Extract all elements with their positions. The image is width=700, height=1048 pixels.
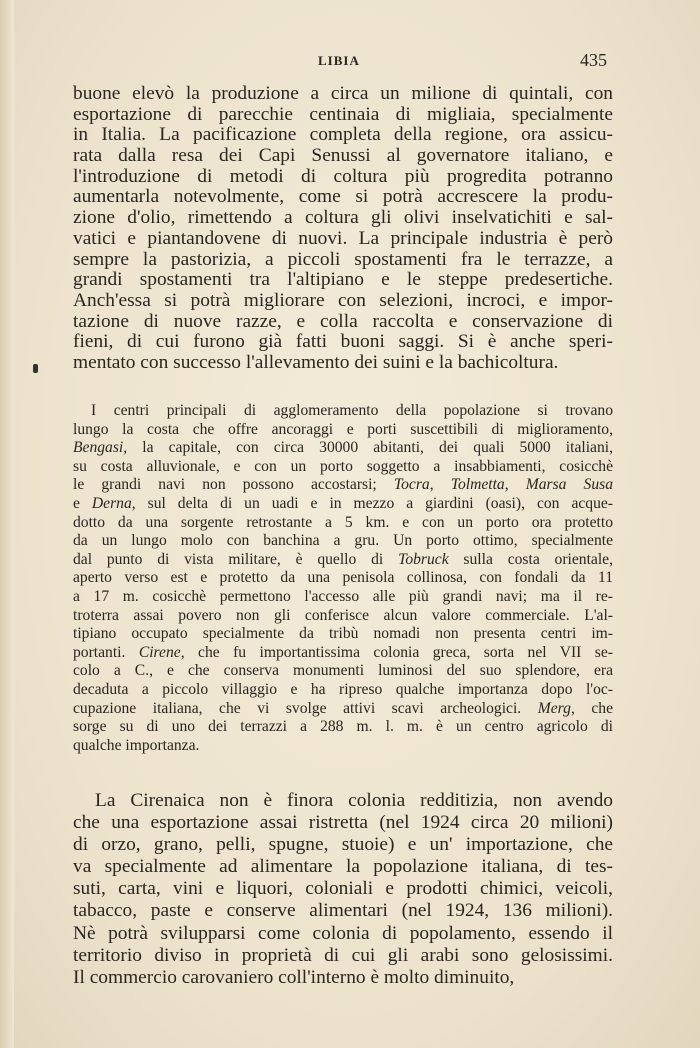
text-line (73, 945, 613, 967)
text-run: la capitale, con circa 30000 abitanti, dei quali 5000 italiani, (127, 439, 613, 457)
text-line (73, 834, 613, 856)
text-line (73, 790, 613, 812)
text-run: , sul delta di un uadi e in mezzo a giardini (oasi), con acque- (131, 494, 613, 512)
text-run: sorge su di uno dei terrazzi a 288 m. l. m. è un centro agricolo di (73, 718, 613, 736)
text-run: Anch'essa si potrà migliorare con selezioni, incroci, e impor- (73, 289, 613, 311)
text-run: suti, carta, vini e liquori, coloniali e prodotti chimici, veicoli, (73, 878, 613, 900)
text-line (73, 551, 613, 570)
text-line (73, 167, 613, 188)
text-run: aumentarla notevolmente, come si potrà accrescere la produ- (73, 186, 613, 208)
text-run: dal punto di vista militare, è quello di (73, 550, 399, 568)
text-line (73, 402, 613, 421)
text-run: colo a C., e che conserva monumenti luminosi del suo splendore, era (73, 662, 613, 680)
text-run: in Italia. La pacificazione completa della regione, ora assicu- (73, 124, 613, 146)
text-line (73, 458, 613, 477)
italic-place-name: Tobruck (398, 550, 449, 568)
text-run: portanti. (73, 643, 139, 661)
text-run: buone elevò la produzione a circa un milione di quintali, con (73, 83, 613, 104)
text-run: e (73, 494, 92, 512)
running-title: LIBIA (318, 53, 360, 68)
text-line (73, 250, 613, 271)
text-line (73, 878, 613, 900)
text-run: esportazione di parecchie centinaia di migliaia, specialmente (73, 103, 613, 125)
paragraph-pastorizia (73, 84, 613, 374)
text-run: tazione di nuove razze, e colla raccolta e conservazione di (73, 310, 613, 332)
text-line (73, 476, 613, 495)
text-line (73, 532, 613, 551)
text-run: sempre la pastorizia, a piccoli spostamenti fra le terrazze, a (73, 248, 613, 270)
text-line (73, 569, 613, 588)
text-run: troterra assai povero non gli conferisce alcun valore commerciale. L'al- (73, 606, 613, 624)
text-run: le grandi navi non possono accostarsi; (73, 476, 394, 494)
text-run: tabacco, paste e conserve alimentari (nel 1924, 136 milioni). (73, 900, 613, 922)
text-run: I centri principali di agglomeramento della popolazione si trovano (91, 402, 613, 419)
text-line (73, 588, 613, 607)
text-line (73, 208, 613, 229)
text-line (73, 439, 613, 458)
text-run: a 17 m. cosicchè permettono l'accesso alle più grandi navi; ma il re- (73, 587, 613, 605)
text-line (73, 644, 613, 663)
text-line (73, 229, 613, 250)
paragraph-cirenaica-commercio (73, 790, 613, 989)
italic-place-name: Merg (537, 699, 571, 717)
text-line (73, 125, 613, 146)
text-run: Il commercio carovaniero coll'interno è molto diminuito, (73, 966, 515, 988)
text-run: grandi spostamenti tra l'altipiano e le steppe predesertiche. (73, 269, 613, 291)
text-line (73, 421, 613, 440)
text-run: che una esportazione assai ristretta (nel 1924 circa 20 milioni) (73, 812, 613, 834)
note-paragraph-centri (73, 402, 613, 755)
text-run: Nè potrà svilupparsi come colonia di popolamento, essendo il (73, 922, 613, 944)
text-line (73, 84, 613, 105)
text-line (73, 737, 613, 756)
text-run: sulla costa orientale, (448, 550, 613, 568)
page-number: 435 (580, 50, 607, 70)
text-line (73, 700, 613, 719)
text-line (73, 718, 613, 737)
text-line (73, 495, 613, 514)
text-run: , (504, 476, 526, 494)
text-run: tipiano occupato specialmente da tribù nomadi non presenta centri im- (73, 625, 613, 643)
italic-place-name: Derna (91, 494, 132, 512)
text-line (73, 514, 613, 533)
text-line (73, 332, 613, 353)
text-run: cupazione italiana, che vi svolge attivi scavi archeologici. (73, 699, 538, 717)
text-line (73, 105, 613, 126)
text-run: aperto verso est e protetto da una penisola collinosa, con fondali da 11 (73, 569, 613, 587)
italic-place-name: Cirene (138, 643, 181, 661)
text-line (73, 681, 613, 700)
text-run: mentato con successo l'allevamento dei suini e la bachicoltura. (73, 351, 559, 373)
text-run: La Cirenaica non è finora colonia redditizia, non avendo (95, 790, 613, 811)
text-run: dotto da una sorgente retrostante a 5 km. e con un porto ora protetto (73, 513, 613, 531)
italic-place-name: Bengasi, (73, 439, 128, 457)
text-run: lungo la costa che offre ancoraggi e porti suscettibili di miglioramento, (73, 420, 613, 438)
text-run: , che (570, 699, 614, 717)
text-run: zione d'olio, rimettendo a coltura gli olivi inselvatichiti e sal- (73, 207, 613, 229)
text-line (73, 270, 613, 291)
text-run: , che fu importantissima colonia greca, sorta nel VII se- (180, 643, 613, 661)
text-line (73, 967, 613, 989)
text-line (73, 353, 613, 374)
text-line (73, 291, 613, 312)
text-line (73, 607, 613, 626)
text-line (73, 900, 613, 922)
text-line (73, 312, 613, 333)
text-line (73, 662, 613, 681)
text-line (73, 856, 613, 878)
text-line (73, 187, 613, 208)
text-run: vatici e piantandovene di nuovi. La principale industria è però (73, 227, 613, 249)
text-run: rata dalla resa dei Capi Senussi al governatore italiano, e (73, 145, 613, 167)
ink-mark (33, 364, 38, 373)
italic-place-name: Tocra (393, 476, 430, 494)
text-run: qualche importanza. (73, 736, 200, 754)
text-run: , (429, 476, 451, 494)
text-run: su costa alluvionale, e con un porto soggetto a insabbiamenti, cosicchè (73, 457, 613, 475)
text-run: di orzo, grano, pelli, spugne, stuoie) e un' importazione, che (73, 834, 613, 856)
italic-place-name: Tolmetta (450, 476, 505, 494)
text-run: va specialmente ad alimentare la popolazione italiana, di tes- (73, 856, 613, 878)
text-line (73, 625, 613, 644)
text-run: da un lungo molo con banchina a gru. Un porto ottimo, specialmente (73, 532, 613, 550)
text-run: decaduta a piccolo villaggio e ha ripreso qualche importanza dopo l'oc- (73, 680, 613, 698)
text-line (73, 146, 613, 167)
text-line (73, 923, 613, 945)
page-edge-shadow (0, 0, 14, 1048)
text-line (73, 812, 613, 834)
italic-place-name: Marsa Susa (525, 476, 613, 494)
running-header (0, 50, 700, 74)
text-run: l'introduzione di metodi di coltura più progredita potranno (73, 165, 613, 187)
text-run: territorio diviso in proprietà di cui gli arabi sono gelosissimi. (73, 944, 613, 966)
text-run: fieni, di cui furono già fatti buoni saggi. Si è anche speri- (73, 331, 613, 353)
